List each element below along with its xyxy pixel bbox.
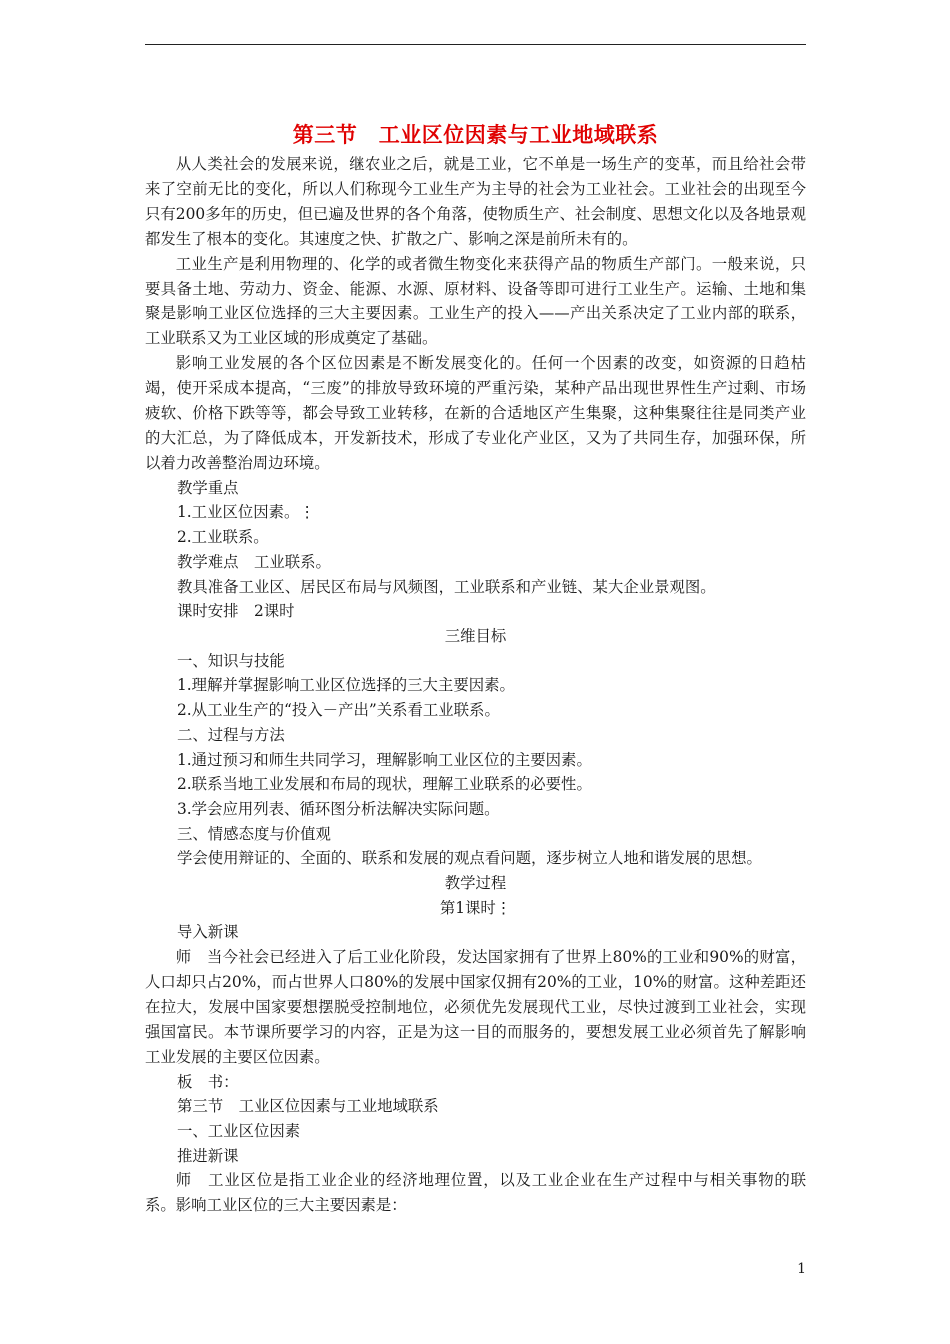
paragraph: 影响工业发展的各个区位因素是不断发展变化的。任何一个因素的改变，如资源的日趋枯竭，使开采成本提高，“三废”的排放导致环境的严重污染，某种产品出现世界性生产过剩、市场疲软、价格下跌等等，都会导致工业转移，在新的合适地区产生集聚，这种集聚往往是同类产业的大汇总，为了降低成本，开发新技术，形成了专业化产业区，又为了共同生存，加强环保，所以着力改善整治周边环境。 — [145, 354, 806, 472]
list-item: 1.通过预习和师生共同学习，理解影响工业区位的主要因素。 — [177, 750, 592, 769]
paragraph: 工业生产是利用物理的、化学的或者微生物变化来获得产品的物质生产部门。一般来说，只要具备土地、劳动力、资金、能源、水源、原材料、设备等即可进行工业生产。运输、土地和集聚是影响工业区位选择的三大主要因素。工业生产的投入——产出关系决定了工业内部的联系，工业联系又为工业区域的形成奠定了基础。 — [145, 254, 806, 348]
list-item: 2.工业联系。 — [177, 528, 269, 547]
heading-lesson: 第1课时⋮ — [439, 898, 512, 917]
label-teaching-focus: 教学重点 — [177, 478, 239, 497]
list-item: 学会使用辩证的、全面的、联系和发展的观点看问题，逐步树立人地和谐发展的思想。 — [177, 849, 762, 868]
heading-goals: 三维目标 — [444, 627, 507, 645]
subheading: 二、过程与方法 — [177, 725, 285, 744]
list-item: 2.从工业生产的“投入－产出”关系看工业联系。 — [177, 701, 500, 720]
label-intro: 导入新课 — [177, 923, 239, 942]
list-item: 3.学会应用列表、循环图分析法解决实际问题。 — [177, 799, 500, 818]
board-item: 一、工业区位因素 — [177, 1122, 301, 1141]
heading-process: 教学过程 — [444, 874, 507, 893]
paragraph: 从人类社会的发展来说，继农业之后，就是工业，它不单是一场生产的变革，而且给社会带来了空前无比的变化，所以人们称现今工业生产为主导的社会为工业社会。工业社会的出现至今只有200多年的历史，但已遍及世界的各个角落，使物质生产、社会制度、思想文化以及各地景观都发生了根本的变化。其速度之快、扩散之广、影响之深是前所未有的。 — [145, 155, 806, 248]
page-number: 1 — [797, 1261, 806, 1277]
label-new-lesson: 推进新课 — [177, 1146, 239, 1165]
subheading: 一、知识与技能 — [177, 651, 285, 670]
subheading: 三、情感态度与价值观 — [177, 824, 331, 843]
label-schedule: 课时安排 2课时 — [177, 602, 295, 621]
label-board: 板 书： — [177, 1072, 239, 1091]
paragraph: 师 当今社会已经进入了后工业化阶段，发达国家拥有了世界上80%的工业和90%的财富，人口却只占20%，而占世界人口80%的发展中国家仅拥有20%的工业，10%的财富。这种差距还在拉大，发展中国家要想摆脱受控制地位，必须优先发展现代工业，尽快过渡到工业社会，实现强国富民。本节课所要学习的内容，正是为这一目的而服务的，要想发展工业必须首先了解影响工业发展的主要区位因素。 — [145, 948, 806, 1066]
document-body — [145, 118, 806, 1218]
board-title: 第三节 工业区位因素与工业地域联系 — [177, 1097, 439, 1116]
label-teaching-difficulty: 教学难点 工业联系。 — [177, 552, 331, 571]
paragraph: 师 工业区位是指工业企业的经济地理位置，以及工业企业在生产过程中与相关事物的联系。影响工业区位的三大主要因素是： — [145, 1171, 806, 1215]
list-item: 1.理解并掌握影响工业区位选择的三大主要因素。 — [177, 676, 515, 695]
list-item: 2.联系当地工业发展和布局的现状，理解工业联系的必要性。 — [177, 775, 592, 794]
section-title: 第三节 工业区位因素与工业地域联系 — [292, 123, 659, 147]
list-item: 1.工业区位因素。⋮ — [177, 503, 315, 522]
label-teaching-aids: 教具准备工业区、居民区布局与风频图，工业联系和产业链、某大企业景观图。 — [177, 577, 716, 596]
header-rule — [145, 44, 806, 45]
